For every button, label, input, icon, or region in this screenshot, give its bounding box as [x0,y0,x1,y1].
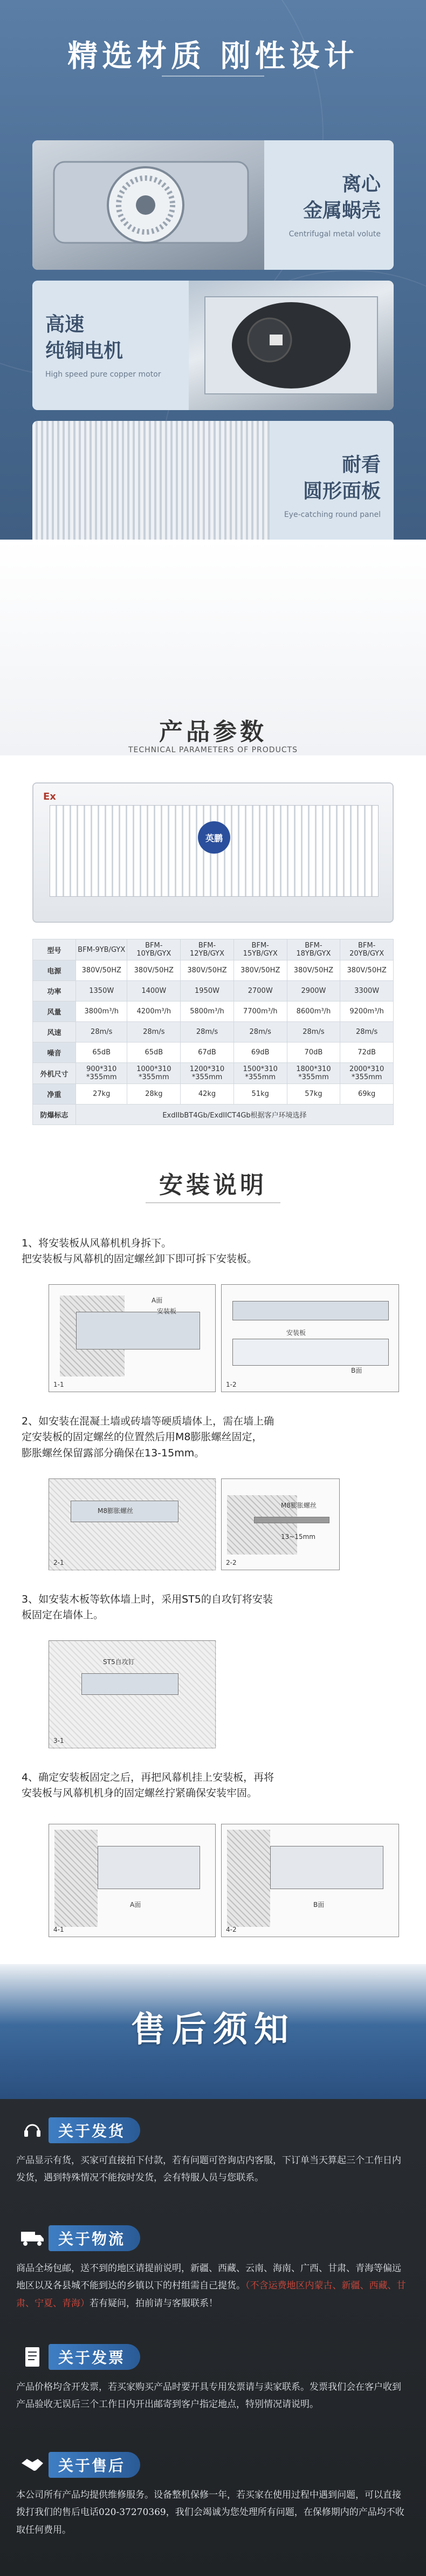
params-subtitle: TECHNICAL PARAMETERS OF PRODUCTS [128,746,298,754]
spec-cell: BFM-15YB/GYX [233,939,287,960]
wall-graphic [54,1830,98,1927]
step-text: 4、确定安装板固定之后，再把风幕机挂上安装板，再将 安装板与风幕机机身的固定螺丝拧紧确保安装牢固。 [22,1771,274,1800]
section-body: 本公司所有产品均提供维修服务。设备整机保修一年，若买家在使用过程中遇到问题，可以直接拨打我们的售后电话020-37270369，我们会竭诚为您处理所有问题，在保修期内的产品均不收取任何费用。 [16,2490,404,2536]
spec-cell: 27kg [76,1084,127,1105]
fig-label: M8膨胀螺丝 [98,1507,133,1515]
fig-caption: 4-1 [53,1926,64,1933]
step-text: 1、将安装板从风幕机机身拆下。 把安装板与风幕机的固定螺丝卸下即可拆下安装板。 [22,1237,258,1265]
spec-cell: 1200*310 *355mm [181,1063,234,1084]
spec-row-explosion [33,1105,394,1125]
feature-title-line1: 耐看 [341,454,381,476]
spec-cell: 1000*310 *355mm [127,1063,181,1084]
aftersale-invoice [16,2342,410,2414]
spec-cell: 1400W [127,981,181,1001]
wall-graphic [49,1479,216,1571]
spec-cell: 51kg [233,1084,287,1105]
feature-subtitle: Eye-catching round panel [284,510,381,519]
spec-cell: 380V/50HZ [233,960,287,981]
spec-cell: 380V/50HZ [127,960,181,981]
spec-row-label: 型号 [33,939,76,960]
feature-text [270,421,394,540]
install-figure-3-1 [49,1640,216,1748]
spec-row [33,939,394,960]
install-figure-1-1 [49,1284,216,1392]
title-divider [146,1202,280,1203]
spec-cell: 1950W [181,981,234,1001]
spec-cell: BFM-10YB/GYX [127,939,181,960]
install-step-4 [22,1770,410,1802]
spec-cell: 380V/50HZ [287,960,340,981]
air-curtain-body [232,1339,389,1366]
spec-row-label: 功率 [33,981,76,1001]
fig-caption: 2-2 [226,1559,237,1566]
fig-caption: 2-1 [53,1559,64,1566]
spec-cell: 65dB [127,1042,181,1063]
spec-cell: 69kg [340,1084,394,1105]
install-step-2 [22,1414,410,1461]
fig-label: 安装板 [157,1307,177,1315]
section-header [16,2342,410,2372]
air-curtain-product-image [32,782,394,923]
spec-cell: 2700W [233,981,287,1001]
spec-cell: 28m/s [76,1022,127,1042]
spec-cell: 69dB [233,1042,287,1063]
spec-cell: 7700m³/h [233,1001,287,1022]
spec-row [33,981,394,1001]
aftersale-logistics [16,2223,410,2312]
spec-cell: 5800m³/h [181,1001,234,1022]
section-header [16,2450,410,2480]
spec-row-label: 风速 [33,1022,76,1042]
aftersale-shipping [16,2115,410,2187]
feature-text [264,140,394,270]
spec-cell: 1800*310 *355mm [287,1063,340,1084]
features-section [0,0,426,540]
spec-row-label: 噪音 [33,1042,76,1063]
spec-cell: 1500*310 *355mm [233,1063,287,1084]
wall-graphic [227,1830,270,1927]
step-text: 2、如安装在混凝土墙或砖墙等硬质墙体上，需在墙上确 定安装板的固定螺丝的位置然后用M8膨胀螺丝固定， 膨胀螺丝保留露部分确保在13-15mm。 [22,1415,274,1459]
mounting-plate [76,1312,200,1350]
spec-cell: BFM-18YB/GYX [287,939,340,960]
spec-row [33,1084,394,1105]
spec-table [32,939,394,1125]
spec-cell: 67dB [181,1042,234,1063]
grille-image [32,421,270,540]
fig-caption: 4-2 [226,1926,237,1933]
spec-cell: 3800m³/h [76,1001,127,1022]
air-curtain-body [270,1846,383,1889]
spec-cell: 28m/s [127,1022,181,1042]
spec-cell: 380V/50HZ [181,960,234,981]
fig-label: M8膨胀螺丝 [281,1502,317,1509]
fig-label: A面 [130,1901,141,1909]
feature-title-line1: 高速 [45,314,85,336]
spec-row [33,1022,394,1042]
install-figure-2-2 [221,1478,340,1570]
spec-row [33,960,394,981]
fig-caption: 1-1 [53,1381,64,1388]
mounting-plate [81,1673,178,1695]
brand-logo: 英鹏 [198,821,230,854]
spec-row-label: 电源 [33,960,76,981]
explosion-mark-value: ExdIIbBT4Gb/ExdIICT4Gb根据客户环境选择 [76,1105,394,1125]
section-tag: 关于物流 [49,2225,140,2251]
aftersale-service [16,2450,410,2539]
spec-cell: 2900W [287,981,340,1001]
feature-panel-motor [32,281,394,410]
install-step-3 [22,1592,410,1624]
spec-row [33,1042,394,1063]
fig-label: A面 [152,1297,163,1304]
volute-image [32,140,264,270]
headset-icon [16,2118,49,2143]
section-tag: 关于发货 [49,2117,140,2143]
section-header [16,2223,410,2253]
feature-subtitle: High speed pure copper motor [45,370,161,379]
spec-cell: 2000*310 *355mm [340,1063,394,1084]
install-figure-2-1 [49,1478,216,1570]
aftersale-section [0,1964,426,2576]
section-tag: 关于售后 [49,2452,140,2478]
fig-label: 安装板 [286,1329,306,1337]
fig-caption: 1-2 [226,1381,237,1388]
truck-icon [16,2226,49,2251]
spec-cell: 9200m³/h [340,1001,394,1022]
aftersale-title: 售后须知 [131,2010,295,2050]
handshake-icon [16,2452,49,2477]
spec-cell: 1350W [76,981,127,1001]
step-text: 3、如安装木板等软体墙上时，采用ST5的自攻钉将安装 板固定在墙体上。 [22,1593,273,1621]
features-title: 精选材质 刚性设计 [67,39,359,74]
section-body [16,2260,410,2312]
spec-cell: 28m/s [181,1022,234,1042]
spec-row-label: 风量 [33,1001,76,1022]
spec-cell: 65dB [76,1042,127,1063]
fig-label: B面 [313,1901,325,1909]
fig-label: B面 [351,1367,362,1374]
title-divider [162,76,264,77]
spec-cell: BFM-20YB/GYX [340,939,394,960]
spec-cell: 57kg [287,1084,340,1105]
feature-title-line2: 金属蜗壳 [303,200,381,222]
expansion-bolt [254,1517,329,1523]
spec-cell: 28kg [127,1084,181,1105]
feature-title-line2: 纯铜电机 [45,340,123,362]
spec-cell: 72dB [340,1042,394,1063]
feature-title-line2: 圆形面板 [303,480,381,502]
spec-cell: 28m/s [287,1022,340,1042]
spec-row [33,1063,394,1084]
document-icon [16,2345,49,2369]
air-curtain-body [98,1846,200,1889]
install-title: 安装说明 [159,1171,267,1199]
section-body: 产品显示有货，买家可直接拍下付款，若有问题可咨询店内客服，下订单当天算起三个工作日内发货，遇到特殊情况不能按时发货，会有特服人员与您联系。 [16,2155,401,2184]
motor-image [189,281,394,410]
install-figure-4-1 [49,1824,216,1937]
feature-title-line1: 离心 [341,173,381,196]
spec-cell: 28m/s [233,1022,287,1042]
fig-label: ST5自攻钉 [103,1658,135,1666]
fig-label: 13~15mm [281,1533,315,1541]
spec-cell: 8600m³/h [287,1001,340,1022]
spec-cell: 900*310 *355mm [76,1063,127,1084]
spec-cell: BFM-9YB/GYX [76,939,127,960]
fig-caption: 3-1 [53,1737,64,1744]
install-figure-4-2 [221,1824,399,1937]
spec-row-label: 防爆标志 [33,1105,76,1125]
feature-text [32,281,189,410]
feature-subtitle: Centrifugal metal volute [288,229,381,238]
mounting-plate [232,1301,389,1320]
spec-cell: 4200m³/h [127,1001,181,1022]
spec-row-label: 外机尺寸 [33,1063,76,1084]
install-step-1 [22,1236,410,1267]
body-text: 商品全场包邮，送不到的地区请提前说明，新疆、西藏、云南、海南、广西、甘肃、青海等偏远地区以及各县城不能到达的乡镇以下的村组需自己提货。 [16,2263,401,2292]
feature-panel-grille [32,421,394,540]
spec-row [33,1001,394,1022]
spec-cell: 28m/s [340,1022,394,1042]
params-title: 产品参数 [159,718,267,746]
install-figure-1-2 [221,1284,399,1392]
spec-cell: 42kg [181,1084,234,1105]
spec-cell: 3300W [340,981,394,1001]
spec-cell: BFM-12YB/GYX [181,939,234,960]
spec-row-label: 净重 [33,1084,76,1105]
spec-cell: 380V/50HZ [340,960,394,981]
section-body: 产品价格均含开发票，若买家购买产品时要开具专用发票请与卖家联系。发票我们会在客户收到产品验收无误后三个工作日内开出邮寄到客户指定地点，特别情况请说明。 [16,2382,401,2410]
params-section [0,540,426,1144]
install-section [0,1144,426,1964]
spec-cell: 380V/50HZ [76,960,127,981]
section-tag: 关于发票 [49,2344,140,2370]
ex-badge: Ex [43,791,56,802]
spec-cell: 70dB [287,1042,340,1063]
feature-panel-volute [32,140,394,270]
section-header [16,2115,410,2145]
body-highlight: （不含运费地区内蒙古、新疆、西藏、甘肃、宁夏、青海） [16,2280,406,2309]
body-text-after: 若有疑问，拍前请与客服联系！ [90,2298,218,2309]
